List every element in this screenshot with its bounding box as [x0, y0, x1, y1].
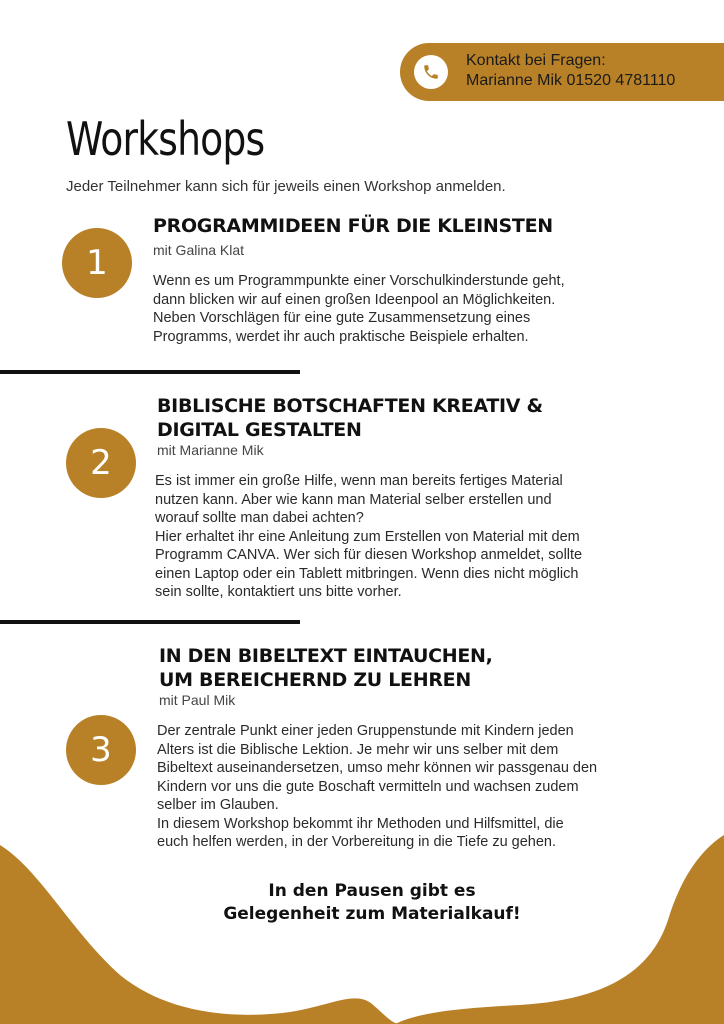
contact-text — [466, 51, 675, 91]
page-title: Workshops — [66, 112, 265, 166]
phone-icon — [422, 63, 440, 81]
contact-label: Kontakt bei Fragen: — [466, 52, 606, 69]
section-divider — [0, 620, 300, 624]
footer-note: In den Pausen gibt es Gelegenheit zum Materialkauf! — [223, 881, 521, 924]
section-divider — [0, 370, 300, 374]
workshop-title: IN DEN BIBELTEXT EINTAUCHEN, UM BEREICHERND ZU LEHREN — [159, 645, 493, 691]
workshop-host: mit Paul Mik — [159, 692, 236, 708]
workshop-description: Es ist immer ein große Hilfe, wenn man bereits fertiges Material nutzen kann. Aber wie kann man Material selber erstellen und worauf sollte man dabei achten? Hier erhaltet ihr eine Anleitung zum Erstellen von Material mit dem Programm CANVA. Wer sich für diesen Workshop anmeldet, sollte einen Laptop oder ein Tablett mitbringen. Wenn dies nicht möglich sein sollte, kontaktiert uns bitte vorher. — [155, 473, 583, 600]
workshop-title: PROGRAMMIDEEN FÜR DIE KLEINSTEN — [153, 215, 553, 237]
workshop-host: mit Marianne Mik — [157, 442, 264, 458]
contact-name-phone: Marianne Mik 01520 4781110 — [466, 72, 676, 89]
workshop-description: Wenn es um Programmpunkte einer Vorschulkinderstunde geht, dann blicken wir auf einen großen Ideenpool an Möglichkeiten. Neben Vorschlägen für eine gute Zusammensetzung eines Programms, werdet ihr auch praktische Beispiele erhalten. — [153, 273, 565, 345]
intro-text: Jeder Teilnehmer kann sich für jeweils einen Workshop anmelden. — [66, 178, 506, 195]
phone-icon-badge — [414, 55, 448, 89]
workshop-number-badge: 1 — [62, 228, 132, 298]
workshop-description: Der zentrale Punkt einer jeden Gruppenstunde mit Kindern jeden Alters ist die Biblische Lektion. Je mehr wir uns selber mit dem Bibeltext auseinandersetzen, umso mehr können wir passgenau den Kindern vor uns die gute Boschaft vermitteln und wachsen zudem selber im Glauben. In diesem Workshop bekommt ihr Methoden und Hilfsmittel, die euch helfen werden, in der Vorbereitung in die Tiefe zu gehen. — [157, 723, 598, 850]
workshop-host: mit Galina Klat — [153, 242, 245, 258]
workshop-number-badge: 3 — [66, 715, 136, 785]
workshop-number-badge: 2 — [66, 428, 136, 498]
workshop-title: BIBLISCHE BOTSCHAFTEN KREATIV & DIGITAL GESTALTEN — [157, 395, 543, 441]
contact-banner — [400, 43, 724, 101]
